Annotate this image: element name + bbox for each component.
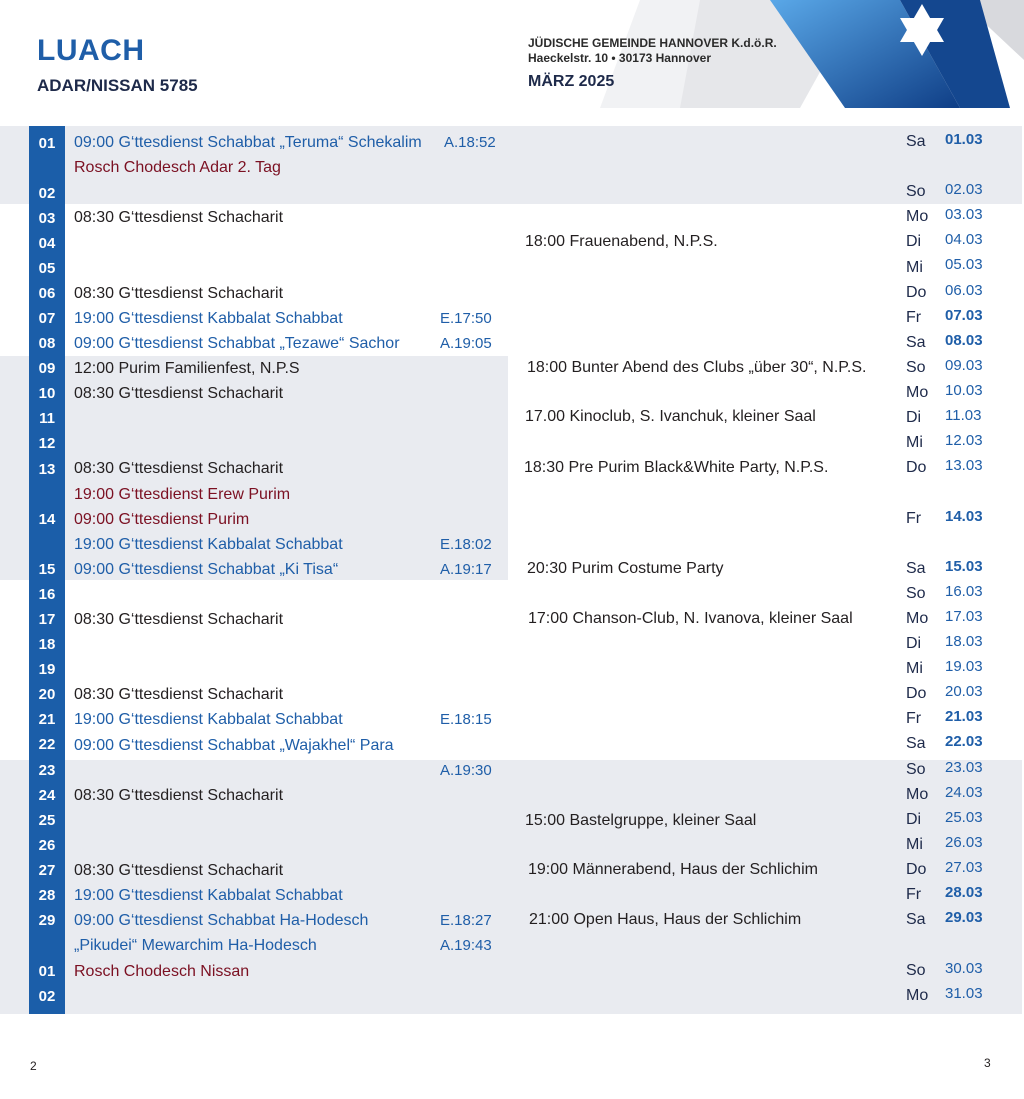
weekday: Mi — [906, 836, 923, 853]
weekday: Di — [906, 635, 922, 652]
month-heading: MÄRZ 2025 — [528, 73, 615, 90]
date: 23.03 — [945, 759, 983, 776]
service-entry: 09:00 G‘ttesdienst Schabbat „Ki Tisa“ — [74, 561, 339, 578]
weekday: Di — [906, 233, 922, 250]
date: 24.03 — [945, 784, 983, 801]
star-of-david-icon — [896, 2, 948, 58]
weekday: Sa — [906, 334, 926, 351]
weekday: So — [906, 183, 926, 200]
hebrew-day: 05 — [38, 260, 56, 277]
weekday: Mi — [906, 434, 923, 451]
hebrew-day: 11 — [39, 410, 55, 427]
date: 22.03 — [945, 733, 983, 750]
hebrew-day: 26 — [38, 837, 56, 854]
hebrew-day: 16 — [38, 586, 56, 603]
candle-time: A.19:30 — [440, 762, 492, 779]
weekday: Fr — [906, 309, 922, 326]
weekday: Sa — [906, 133, 926, 150]
hebrew-day: 28 — [38, 887, 56, 904]
hebrew-day: 14 — [38, 511, 56, 528]
hebrew-day: 21 — [38, 711, 56, 728]
candle-time: E.18:15 — [440, 711, 492, 728]
service-entry: 12:00 Purim Familienfest, N.P.S — [74, 360, 300, 377]
hebrew-day: 22 — [38, 736, 56, 753]
hebrew-day: 15 — [38, 561, 56, 578]
weekday: Sa — [906, 560, 926, 577]
weekday: Mi — [906, 259, 923, 276]
service-entry: 08:30 G‘ttesdienst Schacharit — [74, 686, 284, 703]
weekday: Mo — [906, 786, 929, 803]
service-entry: 19:00 G‘ttesdienst Erew Purim — [74, 486, 291, 503]
weekday: Do — [906, 284, 927, 301]
date: 20.03 — [945, 683, 983, 700]
date: 28.03 — [945, 884, 983, 901]
weekday: So — [906, 761, 926, 778]
hebrew-day: 02 — [38, 185, 56, 202]
date: 27.03 — [945, 859, 983, 876]
page-title: LUACH — [37, 34, 145, 67]
hebrew-day: 06 — [38, 285, 56, 302]
weekday: Mo — [906, 610, 929, 627]
date: 03.03 — [945, 206, 983, 223]
hebrew-day: 01 — [38, 963, 56, 980]
service-entry: „Pikudei“ Mewarchim Ha-Hodesch — [74, 937, 317, 954]
hebrew-day: 18 — [38, 636, 56, 653]
weekday: So — [906, 585, 926, 602]
candle-time: E.17:50 — [440, 310, 492, 327]
date: 21.03 — [945, 708, 983, 725]
hebrew-day: 27 — [38, 862, 56, 879]
weekday: So — [906, 962, 926, 979]
hebrew-day: 23 — [38, 762, 56, 779]
community-event: 19:00 Männerabend, Haus der Schlichim — [528, 861, 818, 878]
community-event: 17:00 Chanson-Club, N. Ivanova, kleiner Saal — [528, 610, 853, 627]
date: 19.03 — [945, 658, 983, 675]
weekday: Mo — [906, 384, 929, 401]
page-number-right: 3 — [984, 1056, 991, 1070]
organization-name: JÜDISCHE GEMEINDE HANNOVER K.d.ö.R. — [528, 36, 777, 50]
weekday: Di — [906, 409, 922, 426]
community-event: 17.00 Kinoclub, S. Ivanchuk, kleiner Saal — [525, 408, 816, 425]
date: 31.03 — [945, 985, 983, 1002]
community-event: 20:30 Purim Costume Party — [527, 560, 724, 577]
hebrew-day: 09 — [38, 360, 56, 377]
weekday: So — [906, 359, 926, 376]
service-entry: 19:00 G‘ttesdienst Kabbalat Schabbat — [74, 887, 343, 904]
hebrew-day: 19 — [38, 661, 56, 678]
service-entry: 08:30 G‘ttesdienst Schacharit — [74, 385, 284, 402]
community-event: 21:00 Open Haus, Haus der Schlichim — [529, 911, 802, 928]
hebrew-day: 25 — [38, 812, 56, 829]
hebrew-day: 24 — [38, 787, 56, 804]
date: 25.03 — [945, 809, 983, 826]
service-entry: 09:00 G‘ttesdienst Schabbat Ha-Hodesch — [74, 912, 369, 929]
candle-time: A.19:43 — [440, 937, 492, 954]
service-entry: 08:30 G‘ttesdienst Schacharit — [74, 285, 284, 302]
weekday: Fr — [906, 710, 922, 727]
community-event: 18:00 Bunter Abend des Clubs „über 30“, N.P.S. — [527, 359, 867, 376]
hebrew-day: 02 — [38, 988, 56, 1005]
candle-time: A.18:52 — [444, 134, 496, 151]
candle-time: A.19:17 — [440, 561, 492, 578]
date: 07.03 — [945, 307, 983, 324]
service-entry: 08:30 G‘ttesdienst Schacharit — [74, 209, 284, 226]
weekday: Do — [906, 685, 927, 702]
date: 04.03 — [945, 231, 983, 248]
weekday: Sa — [906, 911, 926, 928]
date: 01.03 — [945, 131, 983, 148]
community-event: 18:30 Pre Purim Black&White Party, N.P.S. — [524, 459, 829, 476]
date: 29.03 — [945, 909, 983, 926]
candle-time: A.19:05 — [440, 335, 492, 352]
weekday: Mo — [906, 987, 929, 1004]
weekday: Fr — [906, 886, 922, 903]
hebrew-day: 10 — [38, 385, 56, 402]
hebrew-day: 03 — [38, 210, 56, 227]
weekday: Di — [906, 811, 922, 828]
hebrew-day: 13 — [38, 461, 56, 478]
hebrew-day: 17 — [38, 611, 56, 628]
date: 06.03 — [945, 282, 983, 299]
candle-time: E.18:27 — [440, 912, 492, 929]
weekday: Mi — [906, 660, 923, 677]
service-entry: Rosch Chodesch Nissan — [74, 963, 250, 980]
weekday: Mo — [906, 208, 929, 225]
date: 05.03 — [945, 256, 983, 273]
service-entry: 19:00 G‘ttesdienst Kabbalat Schabbat — [74, 310, 343, 327]
date: 11.03 — [945, 407, 982, 424]
date: 16.03 — [945, 583, 983, 600]
date: 13.03 — [945, 457, 983, 474]
page-subtitle: ADAR/NISSAN 5785 — [37, 76, 198, 95]
hebrew-day: 07 — [38, 310, 56, 327]
community-event: 15:00 Bastelgruppe, kleiner Saal — [525, 812, 757, 829]
date: 26.03 — [945, 834, 983, 851]
date: 08.03 — [945, 332, 983, 349]
date: 18.03 — [945, 633, 983, 650]
hebrew-day: 20 — [38, 686, 56, 703]
organization-address: Haeckelstr. 10 • 30173 Hannover — [528, 51, 711, 65]
service-entry: 08:30 G‘ttesdienst Schacharit — [74, 611, 284, 628]
service-entry: 08:30 G‘ttesdienst Schacharit — [74, 862, 284, 879]
weekday: Sa — [906, 735, 926, 752]
date: 09.03 — [945, 357, 983, 374]
service-entry: 19:00 G‘ttesdienst Kabbalat Schabbat — [74, 536, 343, 553]
date: 30.03 — [945, 960, 983, 977]
service-entry: 08:30 G‘ttesdienst Schacharit — [74, 787, 284, 804]
service-entry: Rosch Chodesch Adar 2. Tag — [74, 159, 281, 176]
date: 14.03 — [945, 508, 983, 525]
date: 02.03 — [945, 181, 983, 198]
service-entry: 09:00 G‘ttesdienst Schabbat „Wajakhel“ Para — [74, 737, 394, 754]
date: 10.03 — [945, 382, 983, 399]
hebrew-day: 29 — [38, 912, 56, 929]
service-entry: 09:00 G‘ttesdienst Schabbat „Tezawe“ Sachor — [74, 335, 400, 352]
hebrew-day: 04 — [38, 235, 56, 252]
service-entry: 08:30 G‘ttesdienst Schacharit — [74, 460, 284, 477]
service-entry: 19:00 G‘ttesdienst Kabbalat Schabbat — [74, 711, 343, 728]
hebrew-day: 12 — [38, 435, 56, 452]
service-entry: 09:00 G‘ttesdienst Purim — [74, 511, 250, 528]
page-number-left: 2 — [30, 1059, 37, 1073]
weekday: Do — [906, 861, 927, 878]
date: 12.03 — [945, 432, 983, 449]
hebrew-day: 01 — [38, 135, 56, 152]
community-event: 18:00 Frauenabend, N.P.S. — [525, 233, 718, 250]
service-entry: 09:00 G‘ttesdienst Schabbat „Teruma“ Schekalim — [74, 134, 422, 151]
candle-time: E.18:02 — [440, 536, 492, 553]
weekday: Do — [906, 459, 927, 476]
weekday: Fr — [906, 510, 922, 527]
hebrew-day: 08 — [38, 335, 56, 352]
date: 15.03 — [945, 558, 983, 575]
date: 17.03 — [945, 608, 983, 625]
